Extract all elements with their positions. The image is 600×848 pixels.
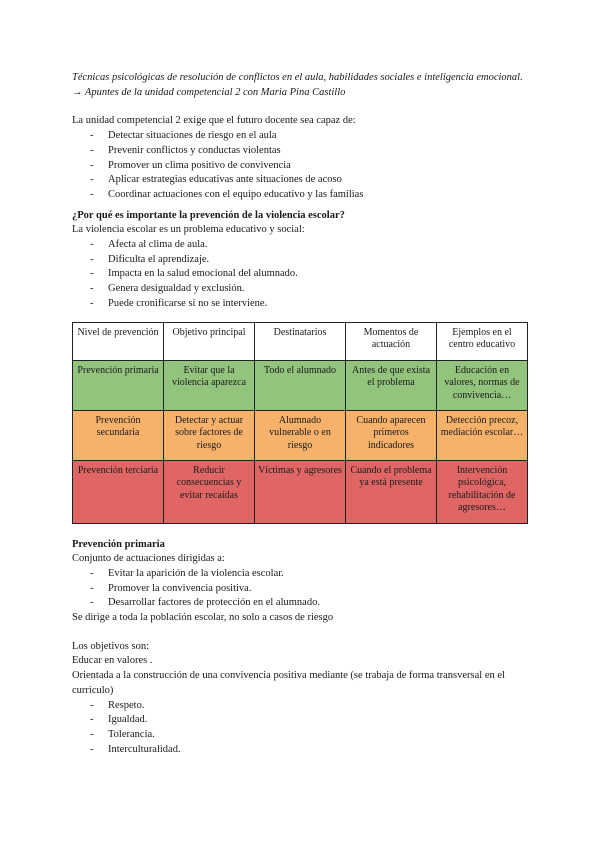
list-item: - Tolerancia.: [90, 728, 532, 743]
objectives-line: Educar en valores .: [72, 655, 153, 667]
list-item: - Interculturalidad.: [90, 743, 532, 758]
table-cell: Reducir consecuencias y evitar recaídas: [164, 460, 255, 523]
list-item: - Promover la convivencia positiva.: [90, 582, 532, 597]
list-item: - Respeto.: [90, 699, 532, 714]
table-cell: Prevención primaria: [73, 360, 164, 410]
objectives-lead: Los objetivos son:: [72, 640, 150, 652]
table-header-cell: Objetivo principal: [164, 322, 255, 360]
prevention-table: [72, 322, 528, 524]
table-cell: Antes de que exista el problema: [346, 360, 437, 410]
list-item: - Genera desigualdad y exclusión.: [90, 282, 532, 297]
table-cell: Evitar que la violencia aparezca: [164, 360, 255, 410]
table-row: [73, 460, 528, 523]
list-item: - Aplicar estrategias educativas ante situaciones de acoso: [90, 173, 532, 188]
importance-heading: ¿Por qué es importante la prevención de la violencia escolar?: [72, 209, 345, 221]
list-item: - Afecta al clima de aula.: [90, 238, 532, 253]
table-cell: Prevención terciaria: [73, 460, 164, 523]
objectives-list: [72, 699, 532, 758]
table-cell: Prevención secundaria: [73, 410, 164, 460]
table-cell: Detección precoz, mediación escolar…: [437, 410, 528, 460]
list-item: - Promover un clima positivo de convivencia: [90, 159, 532, 174]
table-row: [73, 410, 528, 460]
unit-lead: La unidad competencial 2 exige que el futuro docente sea capaz de:: [72, 115, 356, 127]
table-cell: Cuando aparecen primeros indicadores: [346, 410, 437, 460]
table-cell: Intervención psicológica, rehabilitación de agresores…: [437, 460, 528, 523]
table-header-cell: Momentos de actuación: [346, 322, 437, 360]
table-header-cell: Destinatarios: [255, 322, 346, 360]
table-cell: Víctimas y agresores: [255, 460, 346, 523]
unit-list: [72, 129, 532, 203]
list-item: - Prevenir conflictos y conductas violentas: [90, 144, 532, 159]
table-cell: Educación en valores, normas de convivencia…: [437, 360, 528, 410]
document-page: [72, 71, 532, 757]
list-item: - Evitar la aparición de la violencia escolar.: [90, 567, 532, 582]
primary-heading: Prevención primaria: [72, 538, 165, 550]
table-cell: Cuando el problema ya está presente: [346, 460, 437, 523]
primary-note: Se dirige a toda la población escolar, no solo a casos de riesgo: [72, 612, 334, 624]
document-intro: Técnicas psicológicas de resolución de conflictos en el aula, habilidades sociales e inteligencia emocional. → Apuntes de la unidad competencial 2 con Maria Pina Castillo: [72, 72, 523, 98]
table-cell: Alumnado vulnerable o en riesgo: [255, 410, 346, 460]
list-item: - Coordinar actuaciones con el equipo educativo y las familias: [90, 188, 532, 203]
table-header-row: [73, 322, 528, 360]
table-cell: Todo el alumnado: [255, 360, 346, 410]
table-cell: Detectar y actuar sobre factores de riesgo: [164, 410, 255, 460]
list-item: - Detectar situaciones de riesgo en el aula: [90, 129, 532, 144]
list-item: - Igualdad.: [90, 713, 532, 728]
table-header-cell: Nivel de prevención: [73, 322, 164, 360]
importance-list: [72, 238, 532, 312]
importance-lead: La violencia escolar es un problema educativo y social:: [72, 224, 305, 236]
list-item: - Desarrollar factores de protección en el alumnado.: [90, 596, 532, 611]
table-row: [73, 360, 528, 410]
primary-list: [72, 567, 532, 611]
list-item: - Dificulta el aprendizaje.: [90, 253, 532, 268]
list-item: - Impacta en la salud emocional del alumnado.: [90, 267, 532, 282]
objectives-line: Orientada a la construcción de una convivencia positiva mediante (se trabaja de forma transversal en el currículo): [72, 670, 505, 696]
primary-lead: Conjunto de actuaciones dirigidas a:: [72, 553, 225, 565]
list-item: - Puede cronificarse si no se interviene.: [90, 297, 532, 312]
table-header-cell: Ejemplos en el centro educativo: [437, 322, 528, 360]
